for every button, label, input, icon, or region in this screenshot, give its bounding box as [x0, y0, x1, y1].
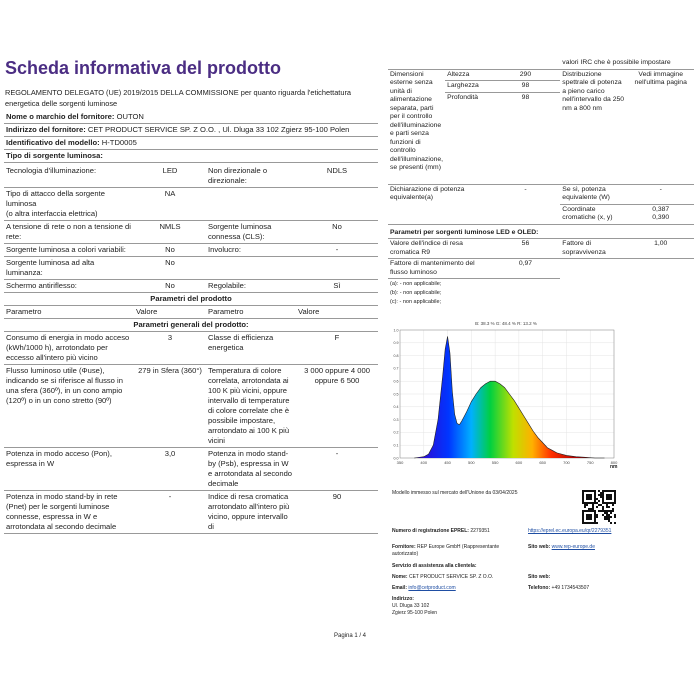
- survival-label: Fattore di sopravvivenza: [560, 239, 627, 259]
- x-tick-label: 750: [586, 460, 594, 465]
- param-row: [4, 491, 378, 534]
- eprel-link[interactable]: https://eprel.ec.europa.eu/qr/2279351: [528, 528, 612, 534]
- param-value: 3 000 oppure 4 000 oppure 6 500: [296, 365, 378, 448]
- param-label: Schermo antiriflesso:: [4, 280, 134, 293]
- spectral-value: Vedi immagine nell'ultima pagina: [627, 69, 694, 184]
- param-row: [4, 332, 378, 365]
- regulation-text: REGOLAMENTO DELEGATO (UE) 2019/2015 DELLA COMMISSIONE per quanto riguarda l'etichettatura energetica delle sorgenti luminose: [5, 88, 352, 108]
- irc-continued: valori IRC che è possibile impostare: [560, 58, 694, 69]
- address-line: Ul. Dluga 33 102: [392, 603, 430, 609]
- equiv-power-value: -: [491, 184, 561, 224]
- equiv-watt-label: Se sì, potenza equivalente (W): [560, 184, 627, 204]
- param-label: Involucro:: [206, 244, 296, 257]
- x-tick-label: 800: [610, 460, 618, 465]
- param-label: Tecnologia d'illuminazione:: [4, 165, 134, 188]
- supplier-value: REP Europe GmbH (Rappresentante autorizzato): [392, 544, 500, 557]
- param-label: Potenza in modo stand-by in rete (Pnet) per le sorgenti luminose connesse, espressa in W e arrotondata al secondo decimale: [4, 491, 134, 534]
- r9-value: 56: [491, 239, 561, 259]
- equiv-watt-value: -: [627, 184, 694, 204]
- page-footer: Pagina 1 / 4: [333, 633, 367, 639]
- param-value: No: [134, 257, 206, 280]
- left-column: [4, 111, 378, 534]
- param-label: Temperatura di colore correlata, arrotondata ai 100 K più vicini, oppure intervallo di temperature di colore correlate che è possibile impostare, arrotondato ai 100 K più vicini: [206, 365, 296, 448]
- supplier-name: OUTON: [116, 112, 144, 121]
- param-value: [296, 257, 378, 280]
- param-label: [206, 257, 296, 280]
- supplier-address: CET PRODUCT SERVICE SP. Z O.O. , Ul. Dluga 33 102 Zgierz 95-100 Polen: [87, 125, 350, 134]
- param-value: NDLS: [296, 165, 378, 188]
- spectrum-chart: [388, 318, 624, 470]
- equiv-power-label: Dichiarazione di potenza equivalente(a): [388, 184, 491, 224]
- param-value: [296, 188, 378, 221]
- x-tick-label: 700: [563, 460, 570, 465]
- x-axis-unit: nm: [610, 464, 618, 470]
- supplier-website[interactable]: www.rep-europe.de: [551, 544, 595, 550]
- x-tick-label: 400: [420, 460, 428, 465]
- param-value: No: [134, 244, 206, 257]
- service-phone: +49 1734543507: [551, 585, 590, 591]
- y-tick-label: 0.9: [393, 341, 399, 346]
- x-tick-label: 650: [539, 460, 547, 465]
- param-value: -: [296, 244, 378, 257]
- col-header: Parametro: [4, 306, 134, 319]
- y-tick-label: 0.0: [393, 456, 399, 461]
- chroma-label: Coordinate cromatiche (x, y): [560, 204, 627, 224]
- supplier-address-row: Indirizzo del fornitore: CET PRODUCT SERVICE SP. Z O.O. , Ul. Dluga 33 102 Zgierz 95-100 Polen: [4, 124, 378, 137]
- service-email[interactable]: info@cetproduct.com: [408, 585, 456, 591]
- y-tick-label: 0.6: [393, 379, 399, 384]
- type-table: [4, 165, 378, 534]
- col-header: Valore: [296, 306, 378, 319]
- col-header: Parametro: [206, 306, 296, 319]
- general-params-header: Parametri generali del prodotto:: [4, 319, 378, 332]
- param-value: 3,0: [134, 448, 206, 491]
- y-tick-label: 0.1: [393, 443, 399, 448]
- dim-name: Profondità: [445, 92, 491, 184]
- address-line: Zgierz 95-100 Polen: [392, 610, 438, 616]
- param-label: Consumo di energia in modo acceso (kWh/1000 h), arrotondato per eccesso all'intero più vicino: [4, 332, 134, 365]
- supplier-table: [4, 111, 378, 163]
- param-label: A tensione di rete o non a tensione di rete:: [4, 221, 134, 244]
- param-label: Sorgente luminosa a colori variabili:: [4, 244, 134, 257]
- model-id: H-TD0005: [101, 138, 137, 147]
- param-value: No: [296, 221, 378, 244]
- param-label: Classe di efficienza energetica: [206, 332, 296, 365]
- param-label: Tipo di attacco della sorgente luminosa (o altra interfaccia elettrica): [4, 188, 134, 221]
- dim-name: Altezza: [445, 69, 491, 81]
- right-column: [388, 56, 694, 308]
- param-row: [4, 165, 378, 188]
- y-tick-label: 1.0: [393, 328, 399, 333]
- maintenance-value: 0,97: [491, 259, 561, 279]
- param-row: [4, 280, 378, 293]
- service-header: Servizio di assistenza alla clientela:: [392, 563, 477, 569]
- param-label: Potenza in modo acceso (Pon), espressa in W: [4, 448, 134, 491]
- param-value: 279 in Sfera (360°): [134, 365, 206, 448]
- param-label: Flusso luminoso utile (Φuse), indicando se si riferisce al flusso in una sfera (360º), in un cono ampio (120º) o in un cono stretto (90º): [4, 365, 134, 448]
- y-tick-label: 0.3: [393, 417, 399, 422]
- eprel-card: Modello immesso sul mercato dell'Unione da 03/04/2025 Numero di registrazione EPREL: 2279351 https://eprel.ec.europa.eu/qr/2279351 Fornitore: REP Europe GmbH (Rappresentante autorizzato) Sito web: www.rep-europe.de Servizio di assistenza alla clientela: Nome: CET PRODUCT SERVICE SP. Z O.O. Sito web: Email: info@cetproduct.com Telefono: +49 1734543507 Indirizzo: Ul. Dluga 33 102 Zgierz 95-100 Polen: [388, 486, 688, 624]
- led-params-header: Parametri per sorgenti luminose LED e OLED:: [388, 224, 694, 239]
- qr-code: [582, 490, 616, 524]
- param-value: LED: [134, 165, 206, 188]
- page-title: Scheda informativa del prodotto: [5, 58, 282, 78]
- service-name: CET PRODUCT SERVICE SP. Z O.O.: [408, 574, 494, 580]
- param-row: [4, 244, 378, 257]
- param-row: [4, 257, 378, 280]
- light-source-type-label: Tipo di sorgente luminosa:: [4, 150, 378, 163]
- model-row: Identificativo del modello: H-TD0005: [4, 137, 378, 150]
- param-value: F: [296, 332, 378, 365]
- param-label: Non direzionale o direzionale:: [206, 165, 296, 188]
- y-tick-label: 0.7: [393, 366, 399, 371]
- param-row: [4, 221, 378, 244]
- param-label: Regolabile:: [206, 280, 296, 293]
- footnotes: (a): - non applicabile; (b): - non applicabile; (c): - non applicabile;: [390, 281, 442, 305]
- param-value: Sì: [296, 280, 378, 293]
- dimensions-label: Dimensioni esterne senza unità di alimentazione separata, parti per il controllo dell'illuminazione e parti senza funzioni di controllo dell'illuminazione, se presenti (mm): [388, 69, 445, 184]
- param-value: NA: [134, 188, 206, 221]
- param-label: [206, 188, 296, 221]
- param-value: 90: [296, 491, 378, 534]
- maintenance-label: Fattore di mantenimento del flusso luminoso: [388, 259, 491, 279]
- x-tick-label: 600: [515, 460, 523, 465]
- y-tick-label: 0.5: [393, 392, 399, 397]
- x-tick-label: 550: [491, 460, 499, 465]
- eprel-number: 2279351: [470, 528, 490, 534]
- param-value: No: [134, 280, 206, 293]
- market-text: Modello immesso sul mercato dell'Unione da 03/04/2025: [392, 490, 518, 496]
- y-tick-label: 0.8: [393, 353, 399, 358]
- param-label: Sorgente luminosa connessa (CLS):: [206, 221, 296, 244]
- param-row: [4, 188, 378, 221]
- supplier-name-row: Nome o marchio del fornitore: OUTON: [4, 111, 378, 124]
- params-header: Parametri del prodotto: [4, 293, 378, 306]
- dim-value: 98: [491, 92, 561, 184]
- param-label: Potenza in modo stand-by (Psb), espressa in W e arrotondata al secondo decimale: [206, 448, 296, 491]
- dim-name: Larghezza: [445, 81, 491, 93]
- x-tick-label: 350: [396, 460, 404, 465]
- chart-header: B: 38.3 % G: 48.4 % R: 13.2 %: [475, 321, 537, 326]
- param-value: NMLS: [134, 221, 206, 244]
- x-tick-label: 450: [444, 460, 451, 465]
- param-row: [4, 365, 378, 448]
- param-value: -: [134, 491, 206, 534]
- col-header: Valore: [134, 306, 206, 319]
- survival-value: 1,00: [627, 239, 694, 259]
- param-label: Sorgente luminosa ad alta luminanza:: [4, 257, 134, 280]
- dimensions-table: [388, 56, 694, 308]
- y-tick-label: 0.2: [393, 430, 399, 435]
- dim-value: 98: [491, 81, 561, 93]
- x-tick-label: 500: [467, 460, 475, 465]
- chroma-values: 0,387 0,390: [627, 204, 694, 224]
- param-row: [4, 448, 378, 491]
- dim-value: 290: [491, 69, 561, 81]
- param-label: Indice di resa cromatica arrotondato all'intero più vicino, oppure intervallo di: [206, 491, 296, 534]
- r9-label: Valore dell'indice di resa cromatica R9: [388, 239, 491, 259]
- param-value: -: [296, 448, 378, 491]
- spectral-label: Distribuzione spettrale di potenza a pieno carico nell'intervallo da 250 nm a 800 nm: [560, 69, 627, 184]
- param-value: 3: [134, 332, 206, 365]
- y-tick-label: 0.4: [393, 405, 399, 410]
